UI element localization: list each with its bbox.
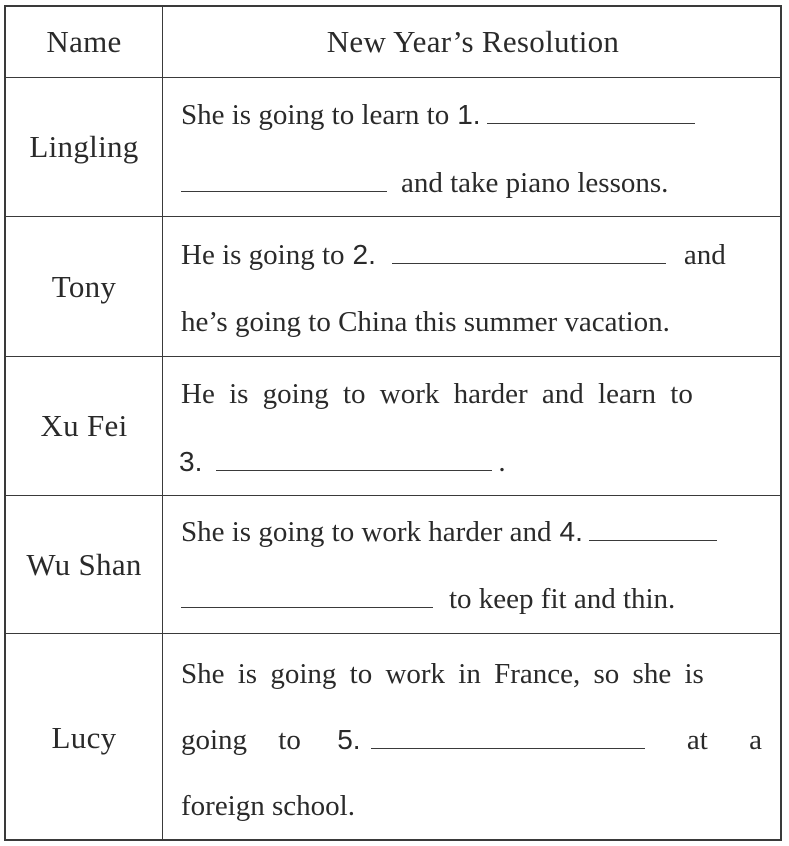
text: foreign school. bbox=[181, 790, 355, 822]
answer-blank-5[interactable] bbox=[371, 747, 645, 749]
text: She is going to work in France, so she is bbox=[181, 658, 704, 690]
text: She is going to learn to bbox=[181, 99, 450, 131]
text: She is going to work harder and bbox=[181, 516, 552, 548]
row-4-line-1 bbox=[181, 516, 762, 549]
answer-blank-4a[interactable] bbox=[589, 539, 717, 541]
row-5-line-3 bbox=[181, 790, 762, 823]
blank-number: 5. bbox=[337, 724, 361, 755]
text: at a bbox=[686, 724, 762, 756]
blank-number: 3. bbox=[179, 446, 203, 477]
text: going to bbox=[181, 724, 301, 756]
answer-blank-3[interactable] bbox=[216, 469, 492, 471]
row-1-line-1 bbox=[181, 99, 762, 132]
column-divider bbox=[162, 7, 163, 839]
answer-blank-2[interactable] bbox=[392, 262, 666, 264]
answer-blank-1b[interactable] bbox=[181, 190, 387, 192]
blank-number: 4. bbox=[559, 516, 583, 547]
blank-number: 1. bbox=[457, 99, 481, 130]
answer-blank-1a[interactable] bbox=[487, 122, 695, 124]
row-5-line-1 bbox=[181, 658, 762, 691]
row-name: Xu Fei bbox=[40, 408, 128, 443]
text: and take piano lessons. bbox=[401, 167, 669, 199]
text: and bbox=[683, 239, 726, 271]
row-name: Lucy bbox=[51, 719, 117, 755]
text: to keep fit and thin. bbox=[449, 583, 676, 615]
text: He is going to work harder and learn to bbox=[181, 378, 693, 410]
header-name: Name bbox=[46, 24, 122, 59]
resolution-table bbox=[4, 5, 782, 841]
text: . bbox=[498, 446, 506, 478]
text: He is going to bbox=[181, 239, 345, 271]
row-name: Wu Shan bbox=[26, 546, 142, 582]
text: he’s going to China this summer vacation. bbox=[181, 306, 670, 338]
row-3-line-2 bbox=[179, 446, 762, 479]
header-resolution: New Year’s Resolution bbox=[326, 24, 620, 59]
row-4-line-2 bbox=[181, 583, 762, 616]
row-name: Lingling bbox=[29, 129, 139, 164]
row-name: Tony bbox=[51, 268, 117, 304]
blank-number: 2. bbox=[352, 239, 376, 270]
row-5-line-2 bbox=[181, 724, 762, 757]
answer-blank-4b[interactable] bbox=[181, 606, 433, 608]
row-2-line-1 bbox=[181, 239, 762, 272]
row-1-line-2 bbox=[181, 167, 762, 200]
row-3-line-1 bbox=[181, 378, 762, 411]
row-2-line-2 bbox=[181, 306, 762, 339]
